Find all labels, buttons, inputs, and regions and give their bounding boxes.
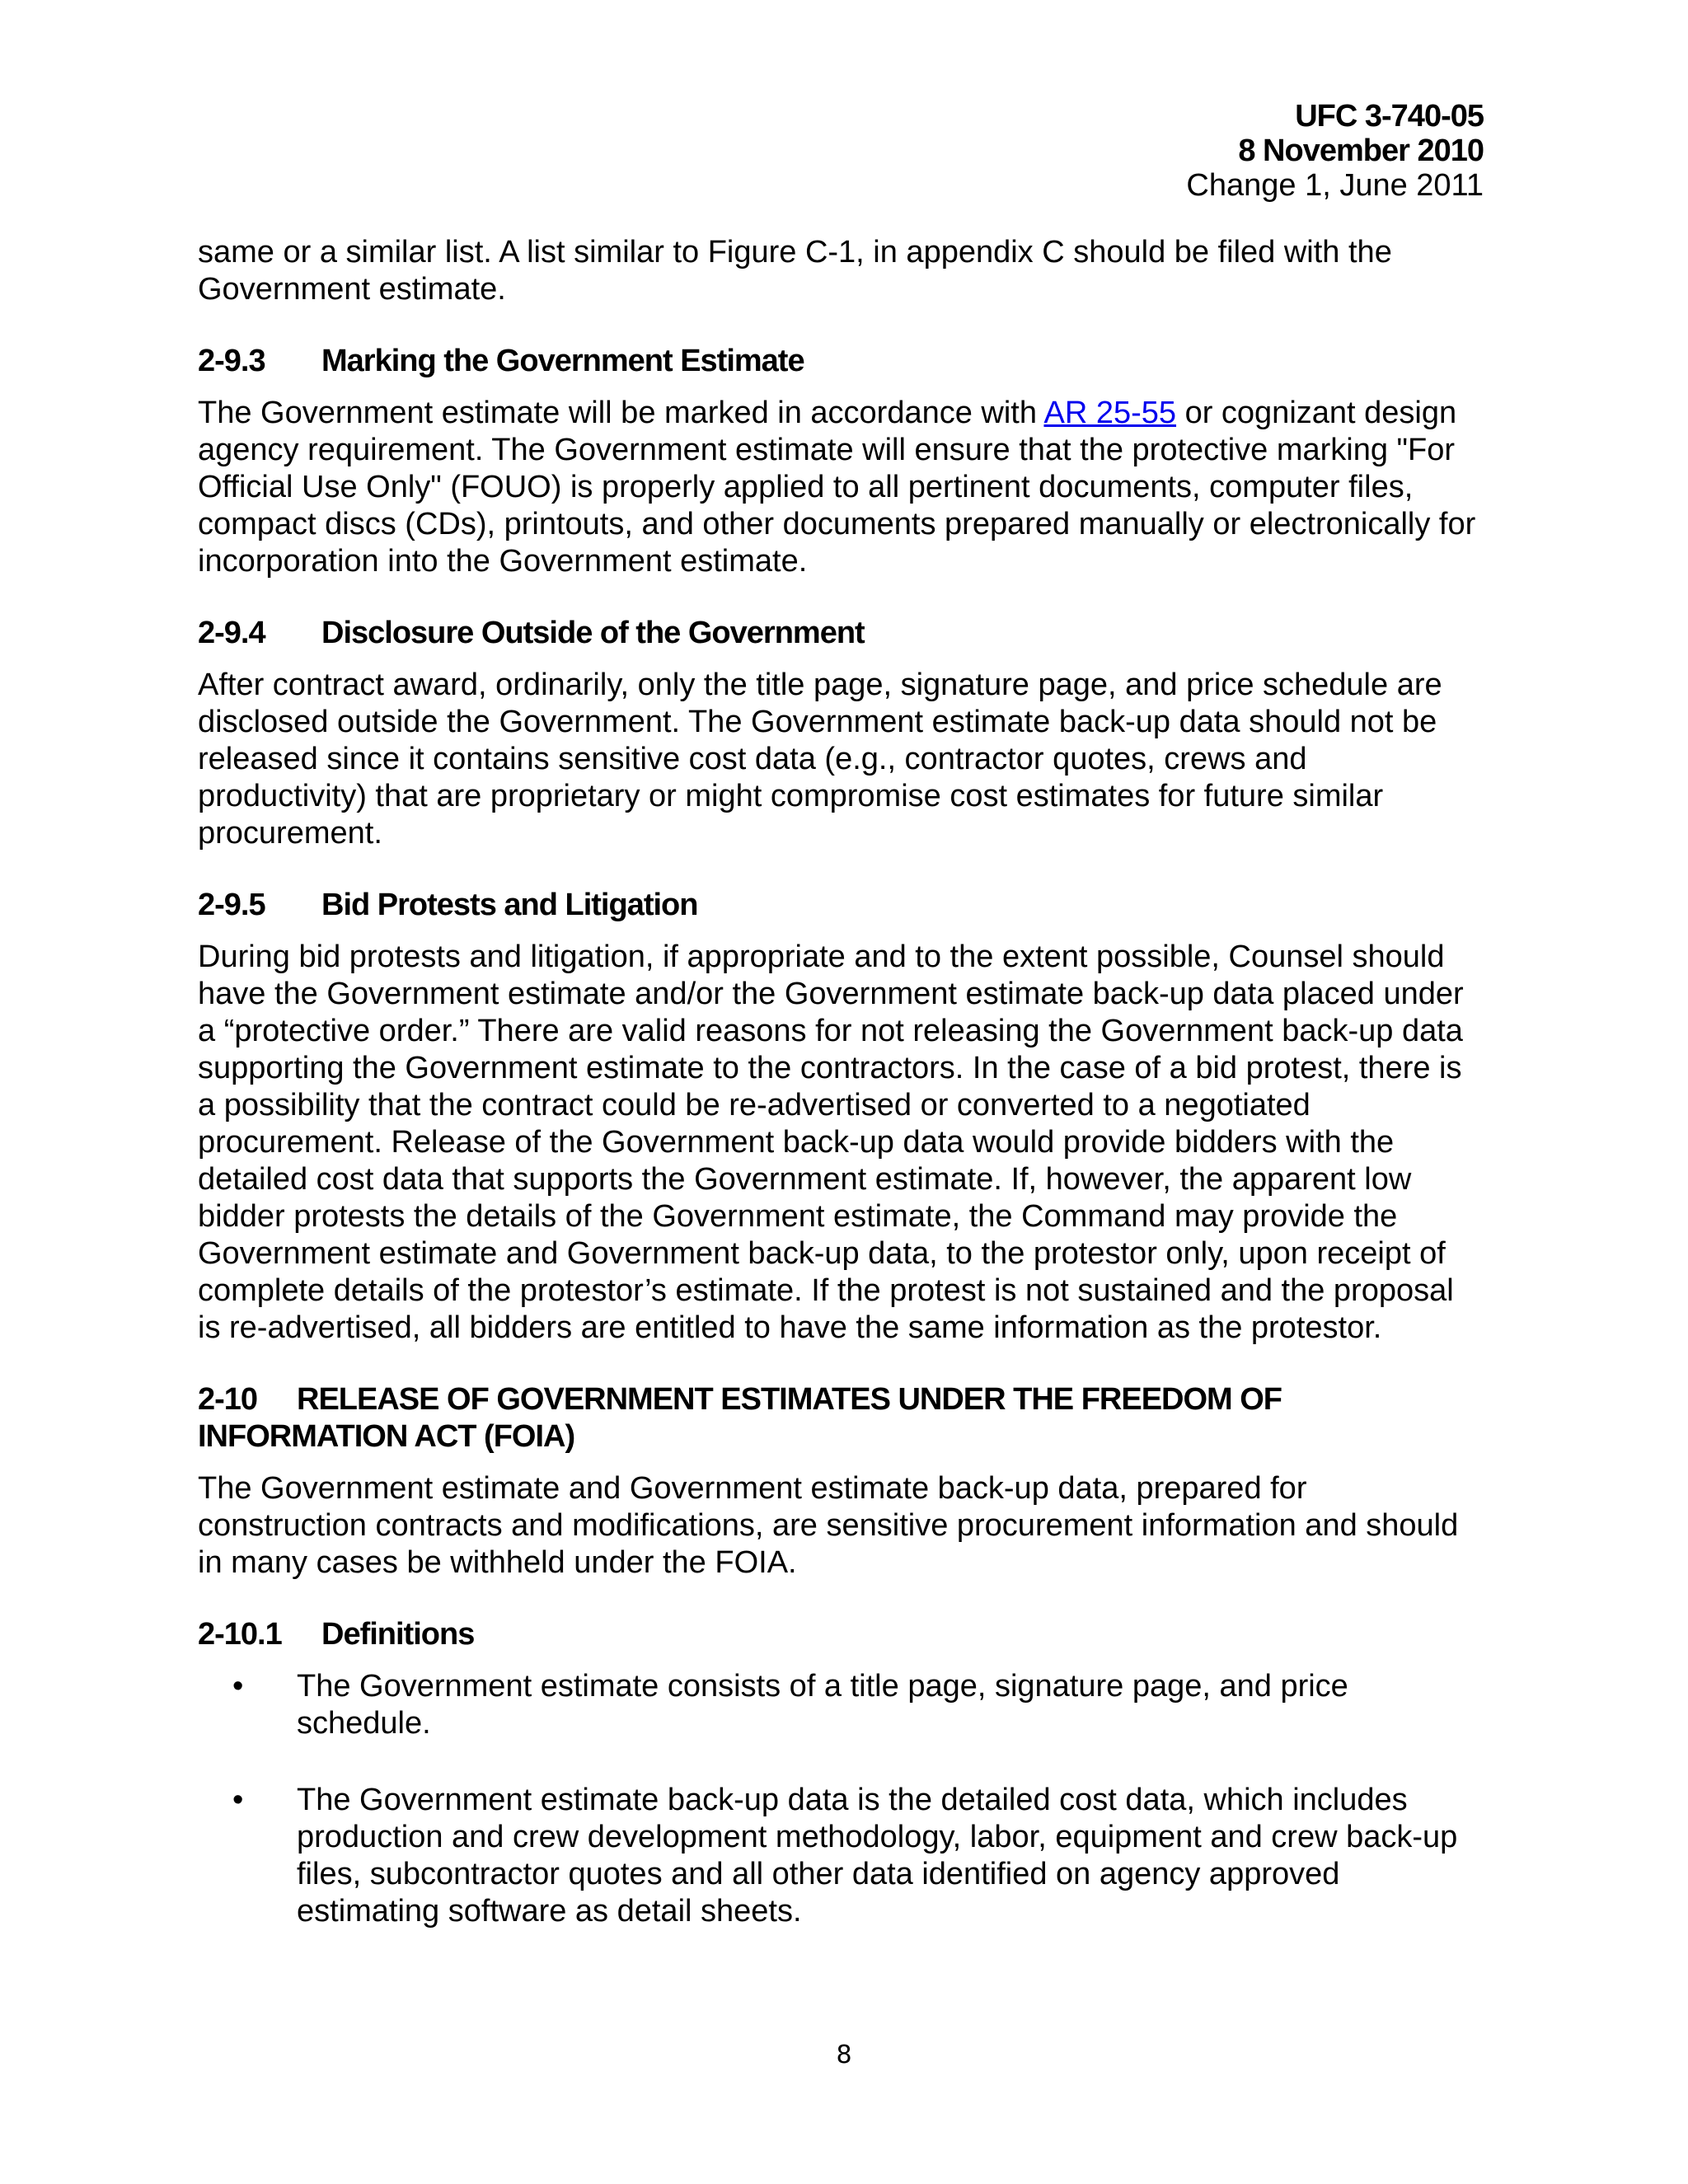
paragraph-text: The Government estimate will be marked in accordance with — [198, 396, 1044, 430]
list-item — [198, 1782, 1484, 1930]
section-number: 2-10.1 — [198, 1617, 282, 1652]
intro-paragraph: same or a similar list. A list similar to Figure C-1, in appendix C should be filed with the Government estimate. — [198, 235, 1392, 307]
section-title: RELEASE OF GOVERNMENT ESTIMATES UNDER THE FREEDOM OF INFORMATION ACT (FOIA) — [198, 1382, 1282, 1454]
section-heading-2-10 — [198, 1381, 1484, 1455]
section-paragraph-2-9-4: After contract award, ordinarily, only the title page, signature page, and price schedule are disclosed outside the Government. The Government estimate back-up data should not be released since it contains sensitive cost data (e.g., contractor quotes, crews and productivity) that are proprietary or might compromise cost estimates for future similar procurement. — [198, 668, 1442, 851]
section-number: 2-10 — [198, 1382, 258, 1417]
definitions-list — [198, 1668, 1484, 1930]
section-number: 2-9.5 — [198, 888, 265, 922]
section-title: Marking the Government Estimate — [321, 344, 804, 378]
section-number: 2-9.3 — [198, 344, 265, 378]
bullet-icon: • — [232, 1783, 244, 1817]
section-heading-2-9-3 — [198, 343, 1484, 380]
doc-change: Change 1, June 2011 — [1186, 168, 1484, 203]
section-paragraph-2-9-3 — [198, 395, 1484, 580]
bullet-icon: • — [232, 1669, 244, 1704]
paragraph-text: or cognizant design agency requirement. The Government estimate will ensure that the protective marking "For Official Use Only" (FOUO) is properly applied to all pertinent documents, computer files, compact discs (CDs), printouts, and other documents prepared manually or electronically for incorporation into the Government estimate. — [198, 396, 1476, 579]
section-paragraph-2-10: The Government estimate and Government estimate back-up data, prepared for construction contracts and modifications, are sensitive procurement information and should in many cases be withheld under the FOIA. — [198, 1471, 1459, 1580]
doc-number: UFC 3-740-05 — [1295, 99, 1484, 134]
section-title: Disclosure Outside of the Government — [321, 616, 865, 650]
page-number: 8 — [836, 2041, 852, 2069]
section-title: Bid Protests and Litigation — [321, 888, 698, 922]
doc-date: 8 November 2010 — [1238, 134, 1484, 168]
section-number: 2-9.4 — [198, 616, 265, 650]
list-item-text: The Government estimate consists of a title page, signature page, and price schedule. — [297, 1669, 1348, 1741]
section-title: Definitions — [321, 1617, 475, 1652]
list-item-text: The Government estimate back-up data is the detailed cost data, which includes production and crew development methodology, labor, equipment and crew back-up files, subcontractor quotes and all other data identified on agency approved estimating software as detail sheets. — [297, 1783, 1458, 1929]
document-page — [198, 99, 1484, 1970]
section-heading-2-10-1 — [198, 1616, 1484, 1653]
page-header — [198, 99, 1484, 203]
section-heading-2-9-5 — [198, 887, 1484, 924]
ar-25-55-link[interactable]: AR 25-55 — [1043, 396, 1177, 430]
section-paragraph-2-9-5: During bid protests and litigation, if appropriate and to the extent possible, Counsel should have the Government estimate and/or the Government estimate back-up data placed under a “protective order.” There are valid reasons for not releasing the Government back-up data supporting the Government estimate to the contractors. In the case of a bid protest, there is a possibility that the contract could be re-advertised or converted to a negotiated procurement. Release of the Government back-up data would provide bidders with the detailed cost data that supports the Government estimate. If, however, the apparent low bidder protests the details of the Government estimate, the Command may provide the Government estimate and Government back-up data, to the protestor only, upon receipt of complete details of the protestor’s estimate. If the protest is not sustained and the proposal is re-advertised, all bidders are entitled to have the same information as the protestor. — [198, 940, 1464, 1345]
list-item — [198, 1668, 1484, 1742]
section-heading-2-9-4 — [198, 615, 1484, 652]
